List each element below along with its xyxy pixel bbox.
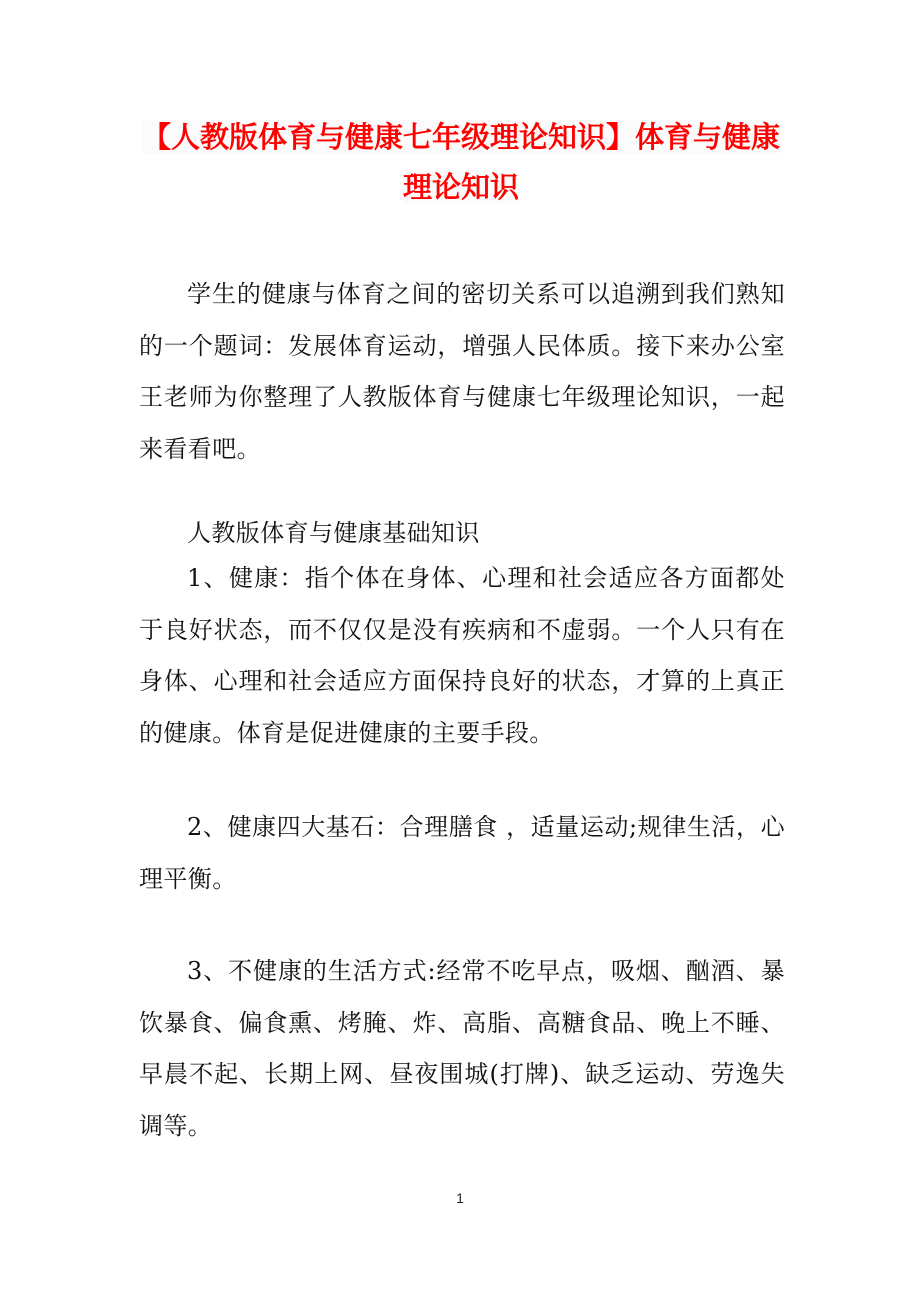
paragraph-intro: 学生的健康与体育之间的密切关系可以追溯到我们熟知的一个题词：发展体育运动，增强人民体质。接下来办公室王老师为你整理了人教版体育与健康七年级理论知识，一起来看看吧。 <box>139 280 785 463</box>
document-title <box>138 112 784 212</box>
paragraph-item-1: 1、健康：指个体在身体、心理和社会适应各方面都处于良好状态，而不仅仅是没有疾病和不虚弱。一个人只有在身体、心理和社会适应方面保持良好的状态，才算的上真正的健康。体育是促进健康的主要手段。 <box>139 564 785 747</box>
paragraph-item-2: 2、健康四大基石：合理膳食 ，适量运动;规律生活，心理平衡。 <box>139 813 785 893</box>
page-number: 1 <box>456 1190 464 1206</box>
paragraph-item-3: 3、不健康的生活方式:经常不吃早点，吸烟、酗酒、暴饮暴食、偏食熏、烤腌、炸、高脂、高糖食品、晚上不睡、早晨不起、长期上网、昼夜围城(打牌)、缺乏运动、劳逸失调等。 <box>139 957 785 1140</box>
paragraph-section-heading: 人教版体育与健康基础知识 <box>187 519 480 547</box>
document-title-text: 【人教版体育与健康七年级理论知识】体育与健康理论知识 <box>141 120 780 204</box>
